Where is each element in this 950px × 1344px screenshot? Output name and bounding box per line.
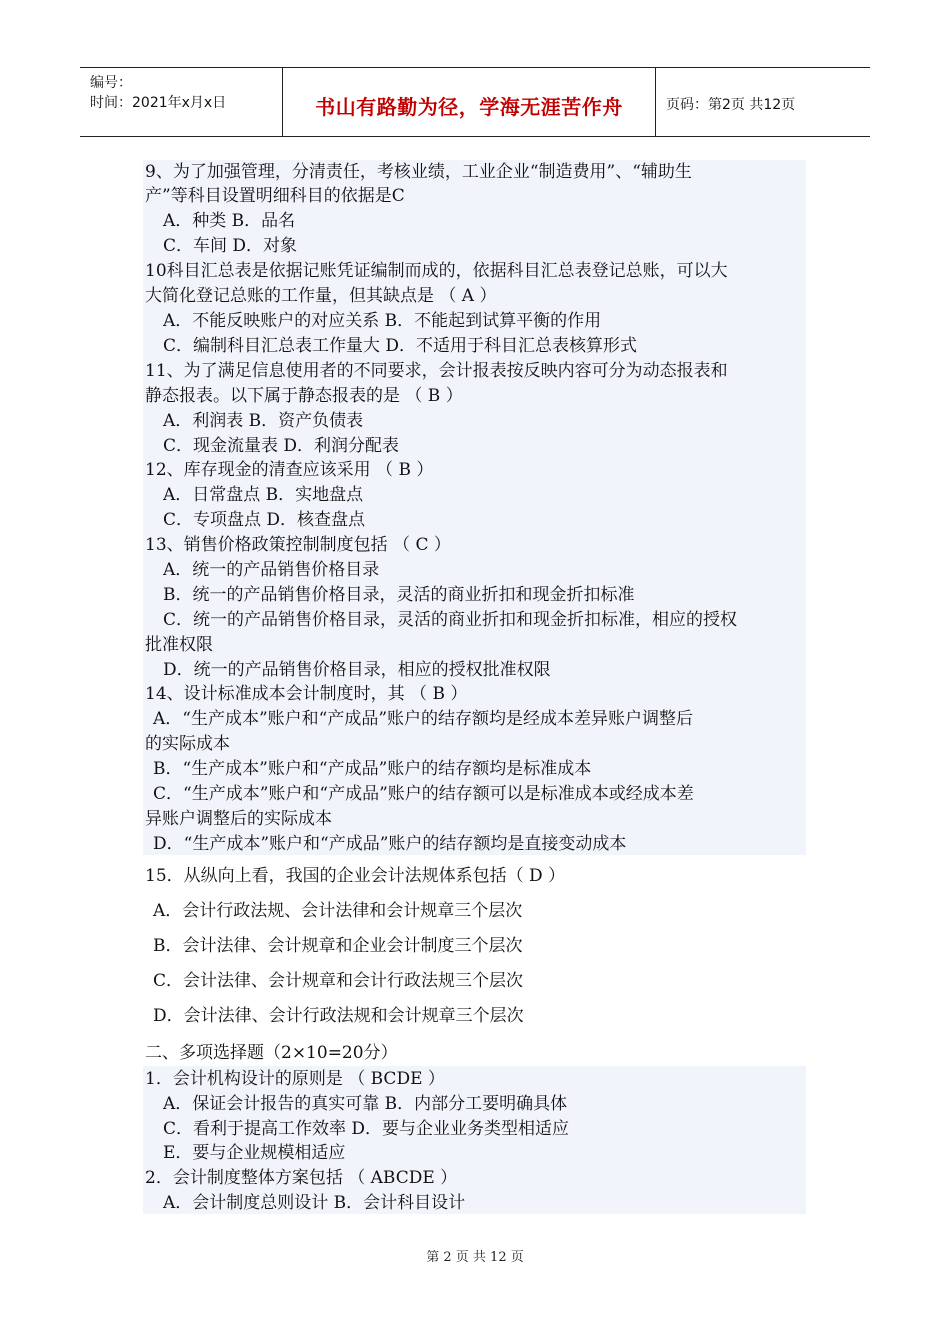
option-line: D．会计法律、会计行政法规和会计规章三个层次	[153, 1006, 524, 1026]
option-line: 批准权限	[145, 635, 213, 655]
option-line: C．专项盘点 D．核查盘点	[163, 510, 366, 530]
header-left-cell	[80, 68, 283, 136]
question-line: 2．会计制度整体方案包括 （ ABCDE ）	[145, 1168, 458, 1188]
question-line: 大简化登记总账的工作量，但其缺点是 （ A ）	[145, 286, 497, 306]
option-line: A．“生产成本”账户和“产成品”账户的结存额均是经成本差异账户调整后	[153, 709, 694, 729]
question-line: 静态报表。以下属于静态报表的是 （ B ）	[145, 386, 463, 406]
option-line: C．“生产成本”账户和“产成品”账户的结存额可以是标准成本或经成本差	[153, 784, 694, 804]
section-heading: 二、多项选择题（2×10=20分）	[145, 1043, 398, 1063]
option-line: A．统一的产品销售价格目录	[163, 560, 380, 580]
question-line: 10科目汇总表是依据记账凭证编制而成的，依据科目汇总表登记总账，可以大	[145, 261, 728, 281]
option-line: C．会计法律、会计规章和会计行政法规三个层次	[153, 971, 524, 991]
option-line: E．要与企业规模相适应	[163, 1143, 346, 1163]
number-label: 编号：	[90, 75, 132, 91]
page-footer: 第 2 页 共 12 页	[426, 1250, 524, 1265]
option-line: A．不能反映账户的对应关系 B．不能起到试算平衡的作用	[163, 311, 602, 331]
question-line: 15．从纵向上看，我国的企业会计法规体系包括（ D ）	[145, 866, 566, 886]
option-line: A．保证会计报告的真实可靠 B．内部分工要明确具体	[163, 1094, 568, 1114]
option-line: C．车间 D．对象	[163, 236, 298, 256]
question-line: 9、为了加强管理，分清责任，考核业绩，工业企业“制造费用”、“辅助生	[145, 162, 692, 182]
question-line: 13、销售价格政策控制制度包括 （ C ）	[145, 535, 451, 555]
question-line: 1．会计机构设计的原则是 （ BCDE ）	[145, 1069, 445, 1089]
option-line: A．种类 B．品名	[163, 211, 296, 231]
option-line: A．会计行政法规、会计法律和会计规章三个层次	[153, 901, 523, 921]
option-line: C．统一的产品销售价格目录，灵活的商业折扣和现金折扣标准，相应的授权	[163, 610, 738, 630]
option-line: B．会计法律、会计规章和企业会计制度三个层次	[153, 936, 523, 956]
question-line: 11、为了满足信息使用者的不同要求，会计报表按反映内容可分为动态报表和	[145, 361, 728, 381]
question-line: 产”等科目设置明细科目的依据是C	[145, 186, 405, 206]
option-line: D．“生产成本”账户和“产成品”账户的结存额均是直接变动成本	[153, 834, 627, 854]
option-line: C．看利于提高工作效率 D．要与企业业务类型相适应	[163, 1119, 570, 1139]
option-line: 异账户调整后的实际成本	[145, 809, 332, 829]
option-line: 的实际成本	[145, 734, 230, 754]
option-line: D．统一的产品销售价格目录，相应的授权批准权限	[163, 660, 551, 680]
page-header	[80, 67, 870, 137]
question-line: 14、设计标准成本会计制度时，其 （ B ）	[145, 684, 468, 704]
option-line: A．日常盘点 B．实地盘点	[163, 485, 364, 505]
option-line: B．统一的产品销售价格目录，灵活的商业折扣和现金折扣标准	[163, 585, 635, 605]
question-line: 12、库存现金的清查应该采用 （ B ）	[145, 460, 434, 480]
option-line: A．利润表 B．资产负债表	[163, 411, 364, 431]
header-right-cell	[656, 68, 870, 136]
time-label: 时间：2021年x月x日	[90, 95, 227, 111]
option-line: A．会计制度总则设计 B．会计科目设计	[163, 1193, 466, 1213]
option-line: C．编制科目汇总表工作量大 D．不适用于科目汇总表核算形式	[163, 336, 638, 356]
page-info: 页码：第2页 共12页	[666, 97, 796, 113]
option-line: B．“生产成本”账户和“产成品”账户的结存额均是标准成本	[153, 759, 592, 779]
motto: 书山有路勤为径，学海无涯苦作舟	[315, 95, 623, 119]
option-line: C．现金流量表 D．利润分配表	[163, 436, 400, 456]
header-center-cell	[283, 68, 656, 136]
